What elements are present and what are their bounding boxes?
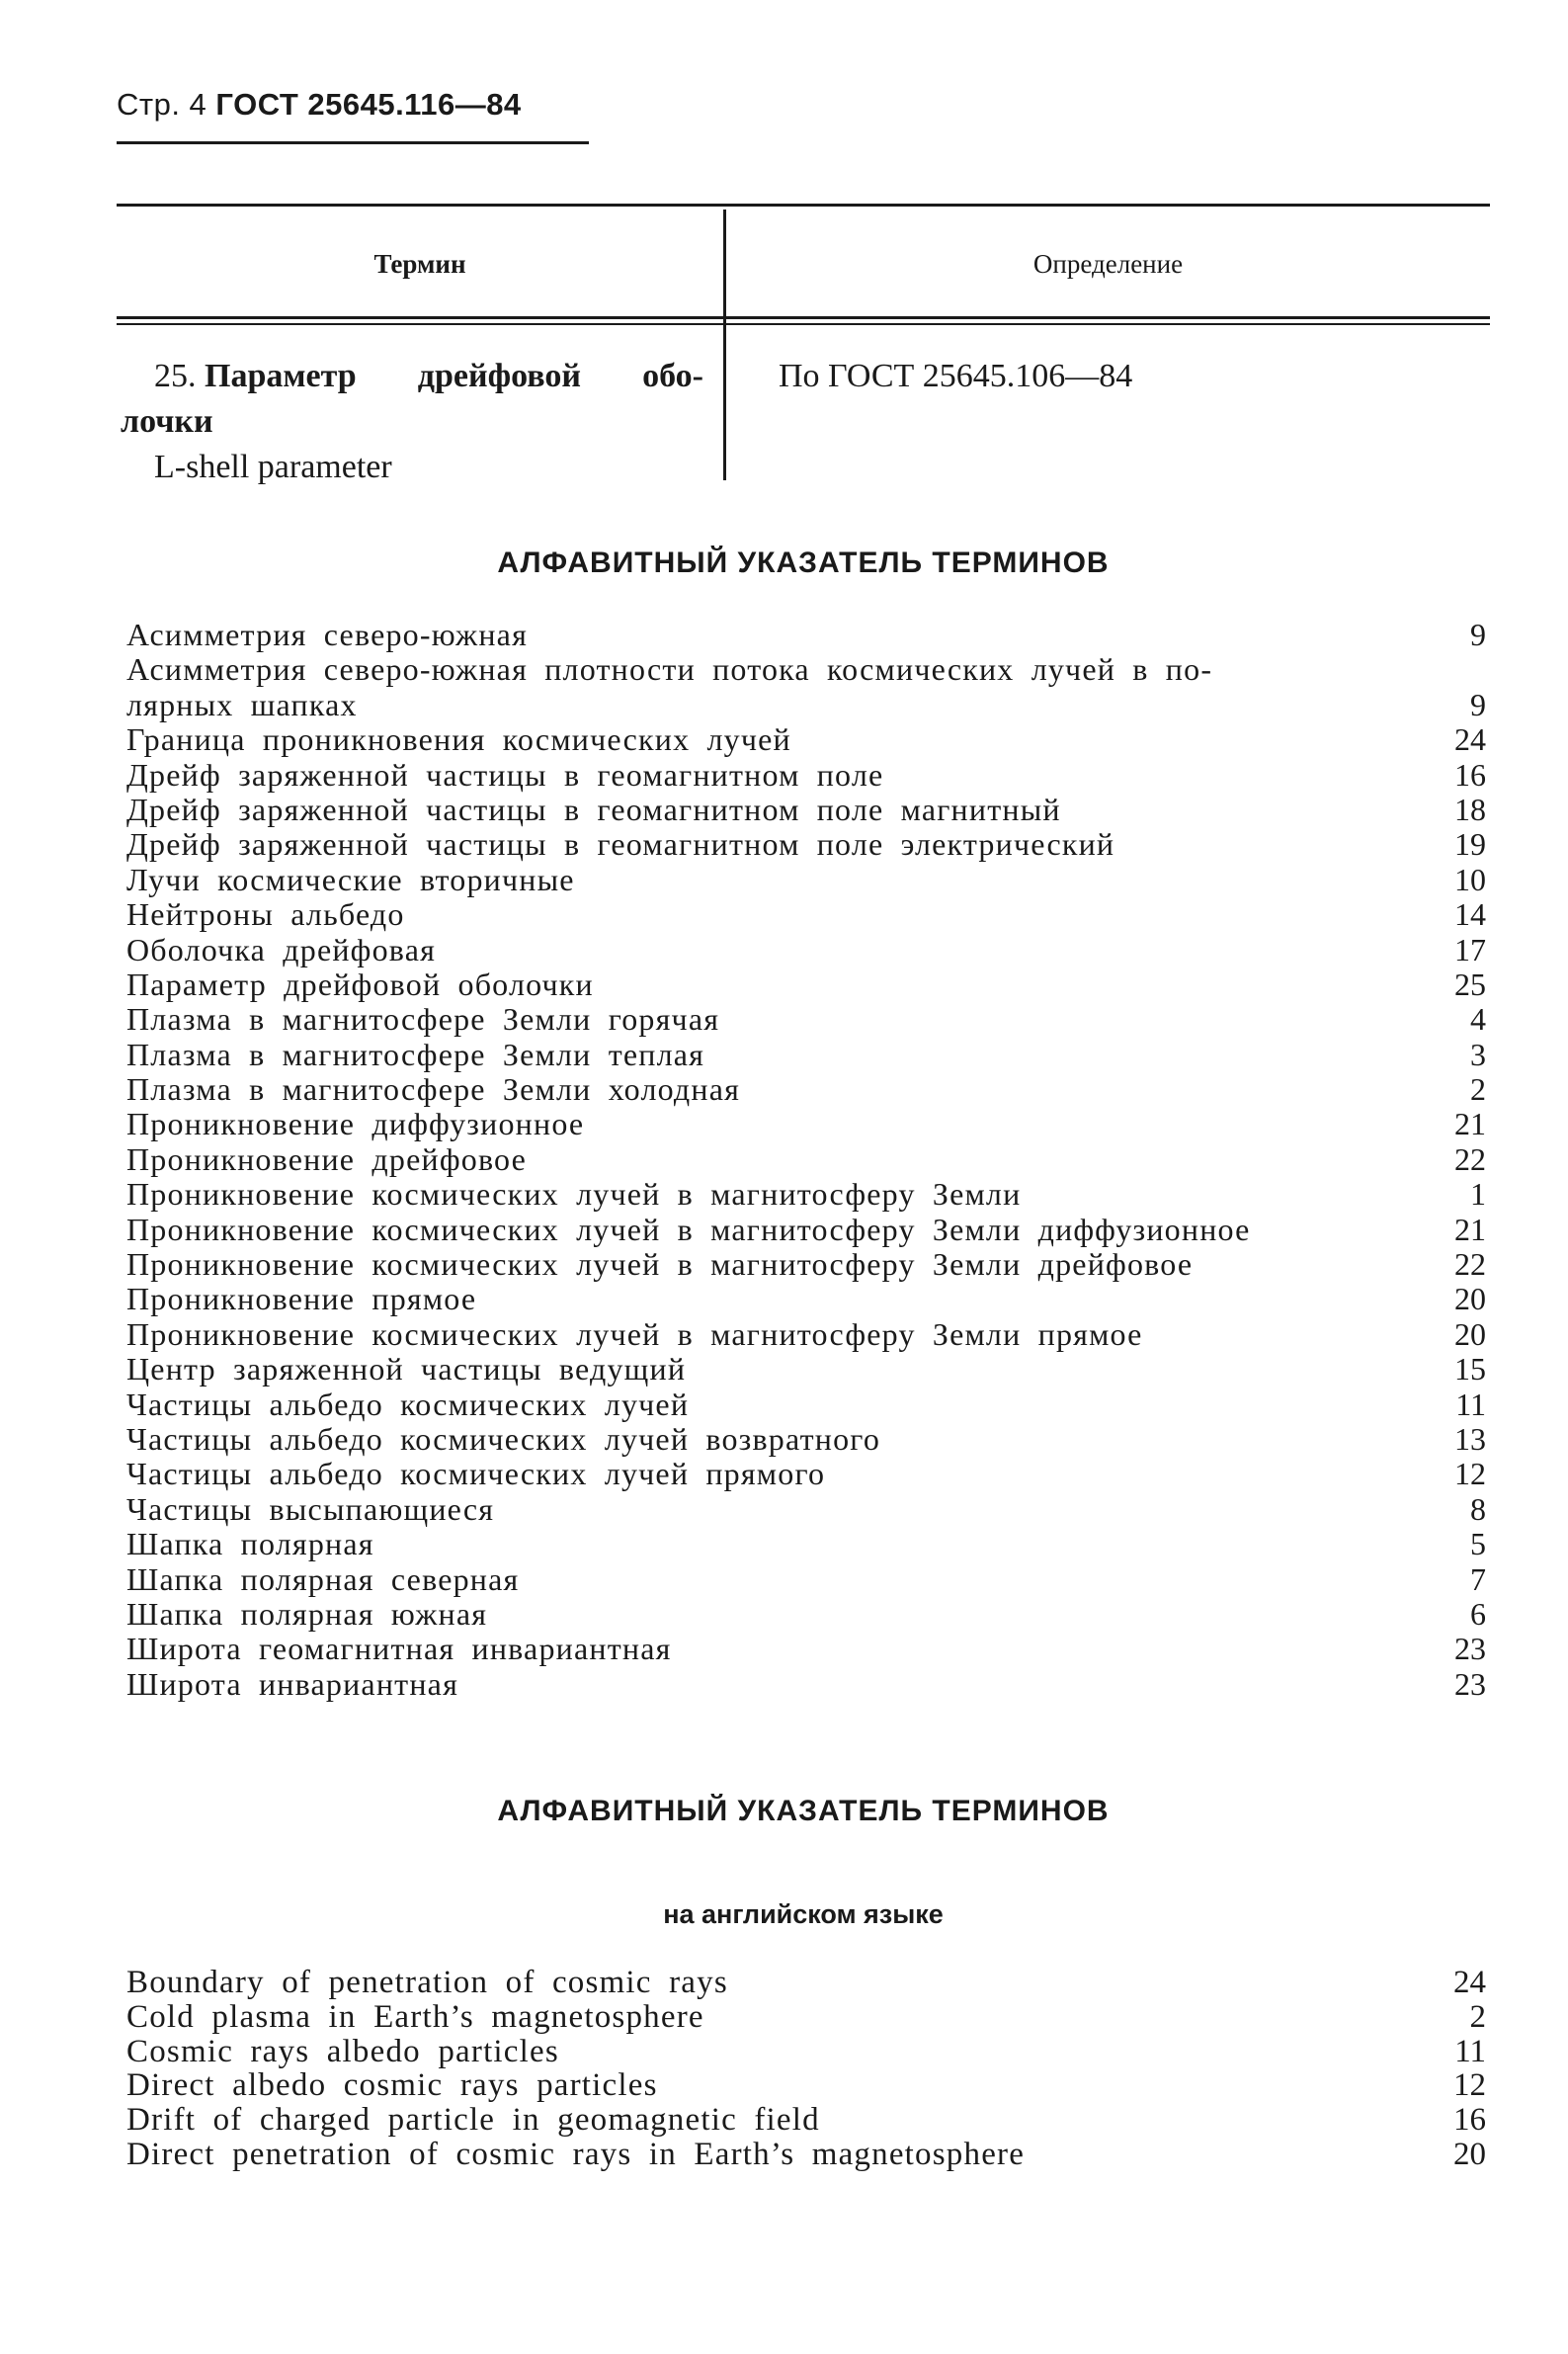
index-term: Лучи космические вторичные [126,861,575,897]
index-term: Проникновение дрейфовое [126,1140,528,1177]
index-term: Асимметрия северо-южная плотности потока космических лучей в по- [126,651,1213,688]
index-term: Проникновение космических лучей в магнитосферу Земли диффузионное [126,1211,1251,1247]
index-term-number: 22 [1454,1246,1486,1283]
term-word: Параметр [205,358,357,394]
table-header-rule-double [117,323,1490,325]
index-term: Широта инвариантная [126,1665,458,1702]
index-entry [126,618,1490,652]
index-entry [126,1213,1490,1247]
index-term-number: 16 [1453,2102,1486,2139]
index-entry [126,1667,1490,1702]
index-term-number: 21 [1454,1106,1486,1142]
index-term: Асимметрия северо-южная [126,617,529,652]
index-term-number: 14 [1454,896,1486,933]
index-term: Дрейф заряженной частицы в геомагнитном поле [126,756,884,793]
term-cell [121,354,703,490]
index-term-number: 4 [1470,1001,1486,1038]
index-entry [126,652,1490,687]
index-term: Drift of charged particle in geomagnetic field [126,2102,820,2139]
index-term-number: 5 [1470,1526,1486,1562]
index-term-number: 2 [1469,1998,1486,2035]
index-term-number: 2 [1470,1071,1486,1108]
index-term-number: 20 [1454,1315,1486,1352]
term-continuation: лочки [121,403,213,440]
index-entry [126,827,1490,862]
index-term-number: 1 [1470,1176,1486,1213]
index-term-number: 17 [1454,931,1486,967]
index-term: Частицы высыпающиеся [126,1490,495,1527]
russian-term-index [126,618,1490,1702]
index-entry [126,1492,1490,1527]
index-term-number: 25 [1454,966,1486,1002]
index-entry [126,1527,1490,1561]
index-term: Direct penetration of cosmic rays in Earth’s magnetosphere [126,2136,1026,2172]
term-word: дрейфовой [417,358,581,394]
index-entry [126,722,1490,757]
index-entry [126,933,1490,967]
index-term: Boundary of penetration of cosmic rays [126,1965,728,2000]
index-term-number: 11 [1454,2033,1486,2069]
index-entry [126,688,1490,722]
index-term-number: 13 [1454,1420,1486,1457]
index-term: Нейтроны альбедо [126,896,405,933]
index-term: Центр заряженной частицы ведущий [126,1351,687,1387]
index-term-number: 8 [1470,1490,1486,1527]
index-title-english: АЛФАВИТНЫЙ УКАЗАТЕЛЬ ТЕРМИНОВ [497,1795,1110,1827]
index-term-number: 22 [1454,1140,1486,1177]
index-entry [126,1177,1490,1212]
header-rule [117,141,589,144]
index-term-number: 23 [1454,1631,1486,1667]
index-entry [126,2000,1490,2035]
index-term: Частицы альбедо космических лучей возвратного [126,1420,881,1457]
index-term: Граница проникновения космических лучей [126,721,791,758]
table-top-rule [117,204,1490,207]
index-entry [126,1632,1490,1666]
index-entry [126,1597,1490,1632]
index-term: Плазма в магнитосфере Земли горячая [126,1001,720,1038]
index-term-number: 24 [1454,721,1486,758]
index-entry [126,1966,1490,2000]
index-entry [126,1387,1490,1422]
index-term: Шапка полярная [126,1526,374,1562]
index-entry [126,1072,1490,1107]
index-entry [126,1038,1490,1072]
index-term: Частицы альбедо космических лучей [126,1386,690,1422]
index-entry [126,1002,1490,1037]
index-term: Проникновение прямое [126,1281,477,1317]
index-term: Плазма в магнитосфере Земли теплая [126,1036,705,1072]
index-term: Параметр дрейфовой оболочки [126,966,594,1002]
index-term: Шапка полярная северная [126,1560,520,1597]
term-english: L-shell parameter [154,449,392,485]
index-entry [126,967,1490,1002]
index-entry [126,2138,1490,2172]
index-entry [126,1282,1490,1316]
index-entry [126,793,1490,827]
definition-cell: По ГОСТ 25645.106—84 [779,358,1133,394]
index-term: Direct albedo cosmic rays particles [126,2067,658,2104]
index-entry [126,863,1490,897]
index-term-number: 12 [1453,2067,1486,2104]
index-term-number: 23 [1454,1665,1486,1702]
index-entry [126,1317,1490,1352]
index-term-number: 16 [1454,756,1486,793]
index-entry [126,2035,1490,2069]
index-term: Широта геомагнитная инвариантная [126,1631,672,1667]
index-term-number: 7 [1470,1560,1486,1597]
index-term: Оболочка дрейфовая [126,931,437,967]
standard-number: ГОСТ 25645.116—84 [215,87,522,122]
index-term-number: 24 [1453,1965,1486,2000]
index-term-number: 12 [1454,1456,1486,1492]
index-term: Проникновение космических лучей в магнитосферу Земли [126,1176,1022,1213]
index-term: Шапка полярная южная [126,1595,488,1632]
index-term: Проникновение диффузионное [126,1106,585,1142]
index-term-number: 19 [1454,826,1486,863]
index-entry [126,1422,1490,1457]
page-number: Стр. 4 [117,87,207,122]
index-term: лярных шапках [126,686,358,722]
index-term: Проникновение космических лучей в магнитосферу Земли дрейфовое [126,1246,1194,1283]
index-term: Дрейф заряженной частицы в геомагнитном поле магнитный [126,791,1061,827]
index-term: Плазма в магнитосфере Земли холодная [126,1071,741,1108]
index-entry [126,2103,1490,2138]
index-term-number: 11 [1455,1386,1486,1422]
column-header-term: Термин [373,249,466,279]
index-term: Дрейф заряженной частицы в геомагнитном поле электрический [126,826,1115,863]
table-header-rule [117,316,1490,319]
index-term-number: 9 [1470,686,1486,722]
index-entry [126,1247,1490,1282]
index-entry [126,1107,1490,1141]
index-entry [126,2068,1490,2103]
index-entry [126,897,1490,932]
index-entry [126,1562,1490,1597]
index-term-number: 21 [1454,1211,1486,1247]
index-term: Частицы альбедо космических лучей прямого [126,1456,826,1492]
index-term-number: 20 [1454,1281,1486,1317]
index-term-number: 18 [1454,791,1486,827]
index-term-number: 9 [1470,617,1486,652]
index-entry [126,1142,1490,1177]
column-header-definition: Определение [1032,249,1184,279]
index-entry [126,1457,1490,1491]
index-entry [126,758,1490,793]
index-term-number: 10 [1454,861,1486,897]
term-word: обо- [642,358,703,394]
index-term-number: 6 [1470,1595,1486,1632]
term-number: 25. [154,358,197,394]
index-subtitle-english: на английском языке [663,1899,944,1929]
index-term: Cold plasma in Earth’s magnetosphere [126,1998,704,2035]
english-term-index [126,1966,1490,2172]
index-title-russian: АЛФАВИТНЫЙ УКАЗАТЕЛЬ ТЕРМИНОВ [497,546,1110,579]
index-term: Cosmic rays albedo particles [126,2033,559,2069]
index-term-number: 15 [1454,1351,1486,1387]
index-term: Проникновение космических лучей в магнитосферу Земли прямое [126,1315,1143,1352]
index-term-number: 20 [1453,2136,1486,2172]
index-term-number: 3 [1470,1036,1486,1072]
page-header [117,87,522,123]
table-column-divider [723,210,726,480]
index-entry [126,1352,1490,1387]
